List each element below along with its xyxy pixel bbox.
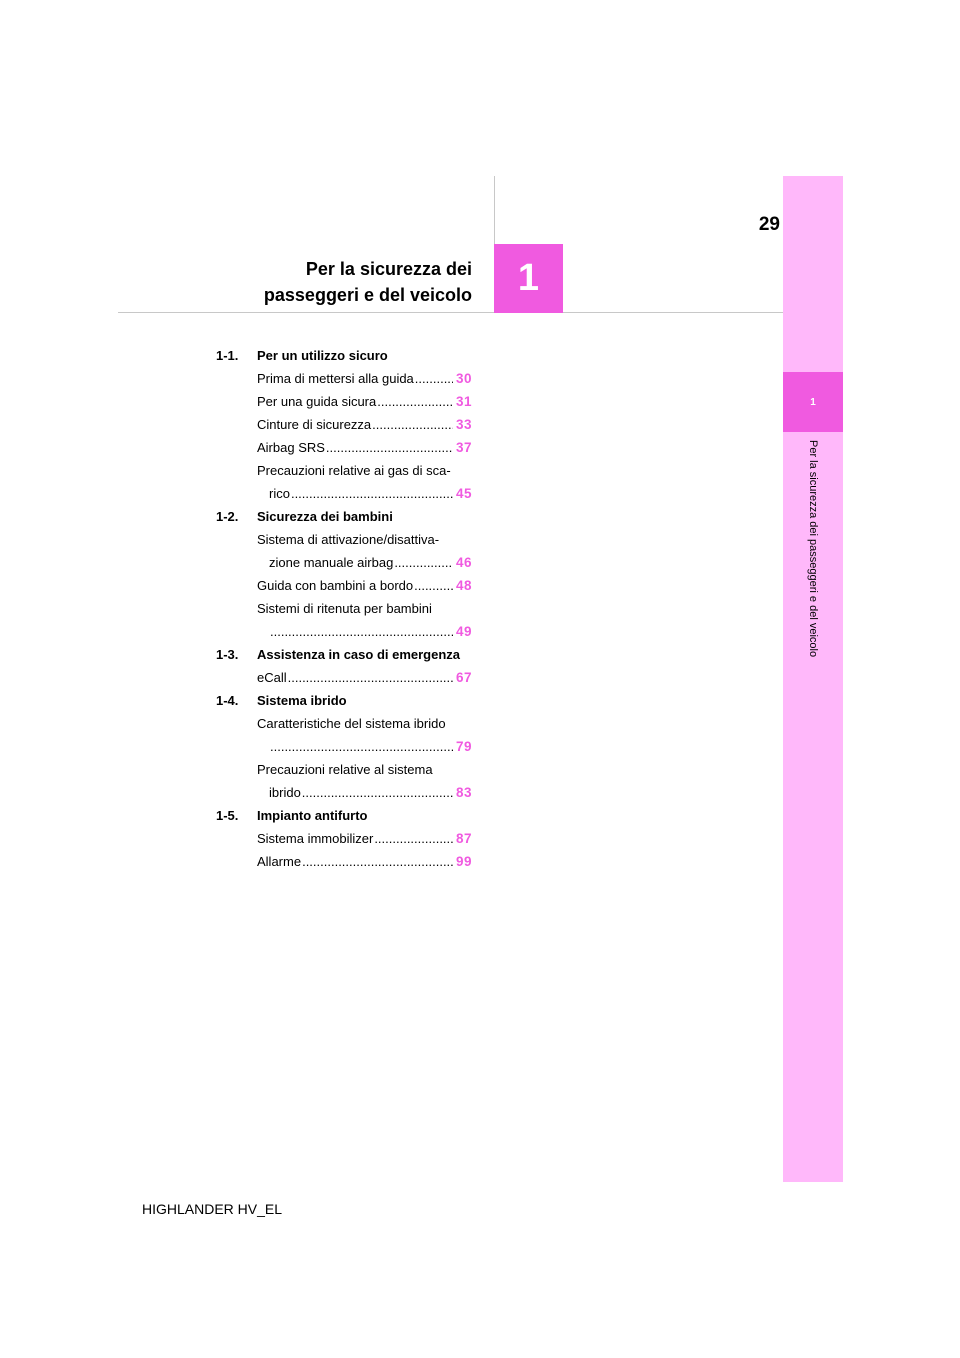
toc-dot-leader: [302, 781, 453, 804]
toc-entry-text: Prima di mettersi alla guida: [257, 371, 414, 386]
toc-page-link[interactable]: 30: [455, 371, 472, 386]
toc-entry-text: Allarme: [257, 854, 302, 869]
toc-dot-leader: [414, 574, 453, 597]
toc-entry[interactable]: [257, 390, 472, 413]
footer-model: HIGHLANDER HV_EL: [142, 1201, 283, 1217]
toc-page-link[interactable]: 33: [455, 417, 472, 432]
toc-entry-text: Cinture di sicurezza: [257, 417, 372, 432]
toc-section-heading: [216, 505, 472, 528]
side-tab: [783, 176, 843, 1182]
toc-section-number: 1-1.: [216, 348, 239, 363]
toc-entry[interactable]: [257, 528, 472, 574]
toc-section-number: 1-4.: [216, 693, 239, 708]
toc-dot-leader: [291, 482, 453, 505]
toc-section-number: 1-3.: [216, 647, 239, 662]
chapter-title: [200, 256, 472, 308]
toc-entry-text: Sistema immobilizer: [257, 831, 374, 846]
toc-section-title: Impianto antifurto: [257, 808, 368, 823]
toc-section-title: Sicurezza dei bambini: [257, 509, 393, 524]
toc-entry-text: Airbag SRS: [257, 440, 325, 455]
toc-entry-text: Per una guida sicura: [257, 394, 377, 409]
chapter-title-line1: Per la sicurezza dei: [305, 259, 472, 279]
toc-entry[interactable]: [257, 413, 472, 436]
toc-page-link[interactable]: 49: [455, 624, 472, 639]
toc-section-title: Sistema ibrido: [257, 693, 347, 708]
toc-dot-leader: [372, 413, 453, 436]
toc-page-link[interactable]: 99: [455, 854, 472, 869]
toc-entry[interactable]: [257, 367, 472, 390]
toc-page-link[interactable]: 79: [455, 739, 472, 754]
header-divider-horizontal: [118, 312, 783, 313]
toc-page-link[interactable]: 46: [455, 555, 472, 570]
toc-dot-leader: [270, 620, 453, 643]
toc-entry[interactable]: [257, 758, 472, 804]
toc-page-link[interactable]: 67: [455, 670, 472, 685]
toc-entry[interactable]: [257, 712, 472, 758]
toc-entry-text: Sistemi di ritenuta per bambini: [257, 601, 432, 616]
toc-entry-text: zione manuale airbag: [269, 555, 394, 570]
table-of-contents: [216, 344, 472, 873]
toc-entry[interactable]: [257, 666, 472, 689]
toc-dot-leader: [415, 367, 453, 390]
toc-page-link[interactable]: 87: [455, 831, 472, 846]
toc-entry[interactable]: [257, 827, 472, 850]
toc-page-link[interactable]: 31: [455, 394, 472, 409]
chapter-title-line2: passeggeri e del veicolo: [263, 285, 472, 305]
toc-entry[interactable]: [257, 436, 472, 459]
toc-section-heading: [216, 804, 472, 827]
toc-section-title: Assistenza in caso di emergenza: [257, 647, 461, 662]
chapter-number-box: 1: [494, 244, 563, 313]
toc-entry-text: eCall: [257, 670, 287, 685]
toc-dot-leader: [302, 850, 453, 873]
side-tab-label: Per la sicurezza dei passeggeri e del veicolo: [807, 440, 819, 658]
toc-entry-text: ibrido: [269, 785, 301, 800]
toc-section-number: 1-5.: [216, 808, 239, 823]
toc-section-heading: [216, 643, 472, 666]
toc-dot-leader: [270, 735, 453, 758]
toc-entry-text: Caratteristiche del sistema ibrido: [257, 716, 446, 731]
toc-section-number: 1-2.: [216, 509, 239, 524]
toc-entry-text: Sistema di attivazione/disattiva-: [257, 532, 440, 547]
toc-dot-leader: [288, 666, 453, 689]
toc-entry[interactable]: [257, 597, 472, 643]
toc-dot-leader: [394, 551, 453, 574]
toc-dot-leader: [326, 436, 453, 459]
toc-entry[interactable]: [257, 574, 472, 597]
toc-entry-text: Precauzioni relative ai gas di sca-: [257, 463, 451, 478]
toc-section-heading: [216, 689, 472, 712]
toc-entry-text: Precauzioni relative al sistema: [257, 762, 433, 777]
toc-entry[interactable]: [257, 459, 472, 505]
toc-page-link[interactable]: 45: [455, 486, 472, 501]
toc-entry-text: Guida con bambini a bordo: [257, 578, 414, 593]
toc-entry[interactable]: [257, 850, 472, 873]
toc-section-title: Per un utilizzo sicuro: [257, 348, 388, 363]
toc-dot-leader: [374, 827, 453, 850]
toc-section-heading: [216, 344, 472, 367]
toc-dot-leader: [377, 390, 453, 413]
toc-entry-text: rico: [269, 486, 290, 501]
side-tab-number[interactable]: 1: [783, 372, 843, 432]
toc-page-link[interactable]: 48: [455, 578, 472, 593]
page-number: 29: [758, 214, 780, 235]
toc-page-link[interactable]: 83: [455, 785, 472, 800]
toc-page-link[interactable]: 37: [455, 440, 472, 455]
